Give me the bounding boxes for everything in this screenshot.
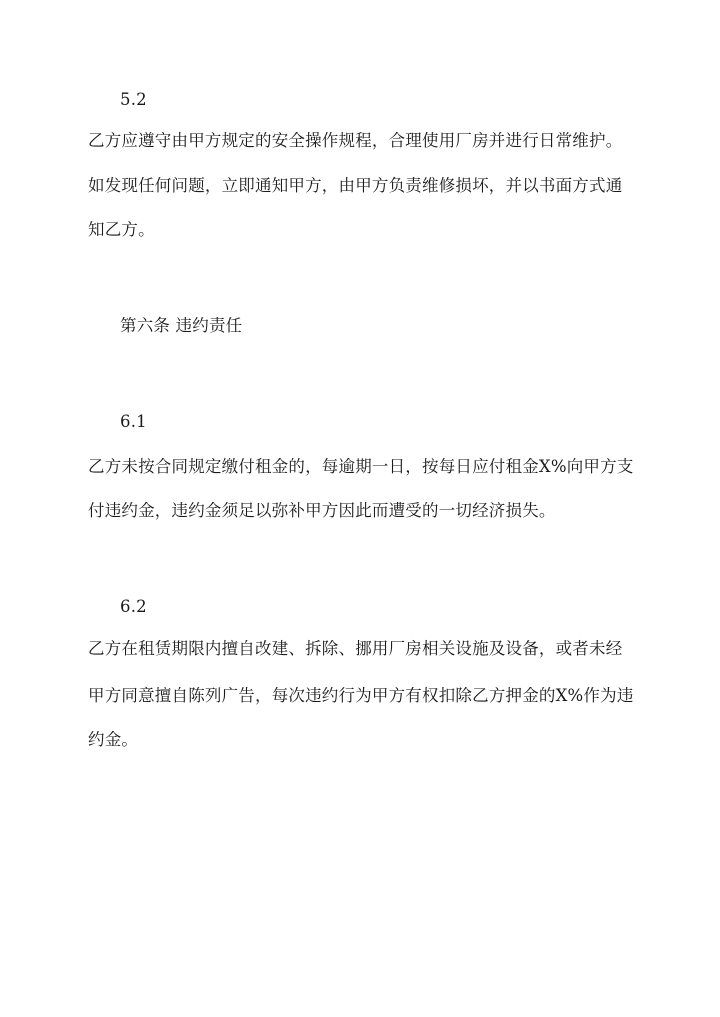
clause-number-6-1: 6.1	[120, 412, 147, 431]
clause-6-1-line-2: 付违约金，违约金须足以弥补甲方因此而遭受的一切经济损失。	[88, 501, 556, 520]
clause-number-5-2: 5.2	[120, 90, 147, 109]
clause-6-2-line-1: 乙方在租赁期限内擅自改建、拆除、挪用厂房相关设施及设备，或者未经	[88, 639, 623, 658]
clause-5-2-line-2: 如发现任何问题，立即通知甲方，由甲方负责维修损坏，并以书面方式通	[88, 176, 623, 195]
clause-6-2-line-3: 约金。	[88, 730, 139, 749]
clause-5-2-line-1: 乙方应遵守由甲方规定的安全操作规程，合理使用厂房并进行日常维护。	[88, 131, 623, 150]
clause-5-2-line-3: 知乙方。	[88, 220, 155, 239]
clause-number-6-2: 6.2	[120, 597, 147, 616]
clause-6-2-line-2: 甲方同意擅自陈列广告，每次违约行为甲方有权扣除乙方押金的X%作为违	[88, 686, 634, 705]
clause-6-1-line-1: 乙方未按合同规定缴付租金的，每逾期一日，按每日应付租金X%向甲方支	[88, 457, 634, 476]
article-6-heading: 第六条 违约责任	[120, 316, 243, 335]
